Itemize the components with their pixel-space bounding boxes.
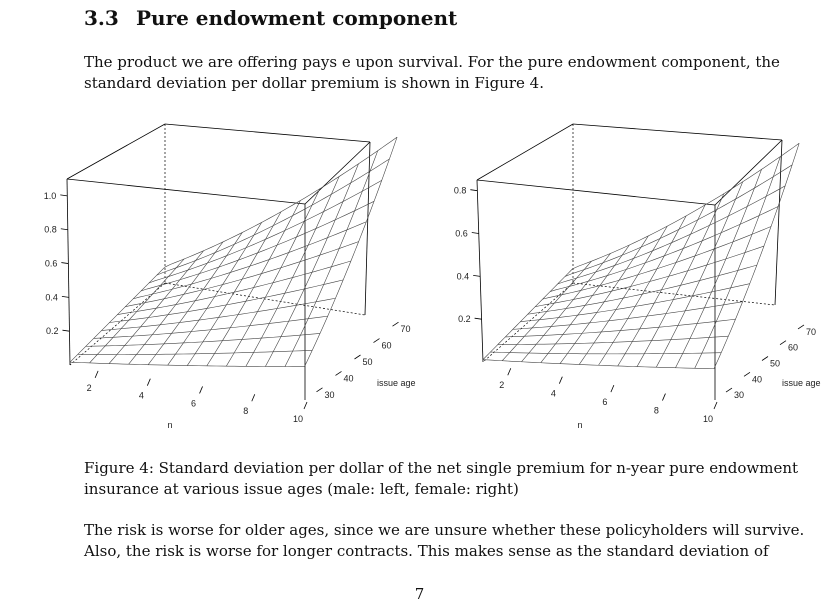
- z-axis-tick-label: 0.4: [456, 271, 470, 282]
- x-axis-tick: [508, 368, 511, 375]
- caption-line-2: insurance at various issue ages (male: left, female: right): [84, 480, 519, 498]
- z-axis-tick: [62, 296, 69, 297]
- box-edge: [165, 124, 370, 142]
- box-edge: [365, 142, 370, 315]
- surface-gridline: [505, 319, 735, 337]
- surface-gridline: [165, 137, 397, 267]
- figure-female-surface: [418, 100, 838, 440]
- y-axis-tick-label: 70: [400, 324, 411, 335]
- z-axis-tick: [475, 318, 482, 319]
- y-axis-tick-label: 60: [788, 342, 799, 353]
- x-axis-tick: [147, 379, 150, 386]
- x-axis-tick-label: 2: [499, 380, 505, 391]
- surface-gridline: [109, 251, 204, 364]
- x-axis-tick: [611, 385, 614, 392]
- x-axis-tick: [95, 371, 98, 378]
- axes: [44, 191, 416, 430]
- surface-gridline: [498, 336, 728, 344]
- box-edge: [305, 142, 370, 204]
- y-axis-tick-label: 70: [806, 326, 817, 337]
- surface-mesh: [483, 143, 799, 368]
- x-axis-tick-label: 6: [602, 397, 608, 408]
- box-edge: [67, 179, 70, 365]
- surface-gridline: [714, 143, 799, 368]
- plot-box: [477, 124, 782, 400]
- z-axis-tick-label: 0.2: [458, 314, 471, 325]
- y-axis-tick: [374, 339, 380, 343]
- box-edge: [67, 124, 165, 179]
- y-axis-tick: [336, 371, 342, 375]
- x-axis-tick: [304, 402, 307, 409]
- z-axis-tick: [470, 190, 477, 191]
- surface-gridline: [573, 143, 800, 269]
- x-axis-tick: [662, 394, 665, 401]
- z-axis-tick: [473, 275, 480, 276]
- y-axis-label: issue age: [377, 378, 416, 388]
- z-axis-tick: [472, 233, 479, 234]
- x-axis-label: n: [167, 420, 173, 430]
- y-axis-tick: [798, 325, 804, 329]
- section-heading: [84, 6, 457, 30]
- x-axis-tick-label: 4: [550, 388, 556, 399]
- box-edge: [67, 179, 305, 204]
- surface-gridline: [141, 201, 374, 291]
- x-axis-label: n: [577, 420, 583, 430]
- surface-gridline: [86, 333, 320, 346]
- surface-gridline: [125, 242, 358, 307]
- x-axis-tick-label: 4: [138, 390, 144, 401]
- page-number: 7: [414, 585, 425, 603]
- plot-box: [67, 124, 370, 400]
- section-title: Pure endowment component: [136, 6, 458, 30]
- body-line-2: Also, the risk is worse for longer contracts. This makes sense as the standard deviation of: [84, 542, 769, 560]
- figure-caption: [84, 458, 799, 500]
- surface-gridline: [565, 165, 792, 277]
- surface-gridline: [521, 253, 610, 361]
- surface-gridline: [133, 222, 366, 299]
- z-axis-tick-label: 0.8: [453, 185, 467, 196]
- z-axis-tick-label: 0.6: [44, 258, 58, 269]
- y-axis-tick: [780, 341, 786, 345]
- x-axis-tick-label: 10: [702, 414, 714, 424]
- surface-gridline: [513, 302, 743, 330]
- surface-gridline: [117, 261, 351, 315]
- caption-line-1: Figure 4: Standard deviation per dollar of the net single premium for n-year pure endowment: [84, 459, 799, 477]
- hidden-box-edge: [483, 283, 573, 362]
- z-axis-tick-label: 0.4: [45, 292, 58, 303]
- x-axis-tick-label: 10: [292, 414, 304, 424]
- surface-gridline: [502, 261, 591, 361]
- body-paragraph: [84, 520, 805, 562]
- y-axis-tick-label: 30: [324, 389, 335, 400]
- surface-gridline: [675, 169, 761, 367]
- y-axis-tick-label: 50: [362, 357, 373, 367]
- z-axis-tick-label: 0.8: [44, 224, 57, 235]
- y-axis-tick-label: 60: [381, 340, 392, 351]
- surface-gridline: [265, 164, 358, 367]
- z-axis-tick: [60, 195, 67, 196]
- z-axis-tick: [61, 263, 68, 264]
- surface-gridline: [102, 298, 336, 330]
- x-axis-tick: [559, 377, 562, 384]
- x-axis-tick: [252, 394, 255, 401]
- z-axis-tick: [62, 330, 69, 331]
- y-axis-tick-label: 50: [770, 358, 781, 369]
- surface-gridline: [535, 246, 764, 307]
- x-axis-tick-label: 8: [653, 405, 659, 416]
- x-axis-tick-label: 2: [86, 382, 92, 393]
- hidden-box-edge: [573, 283, 775, 305]
- x-axis-tick: [200, 386, 203, 393]
- figure-male-surface: [0, 100, 420, 440]
- box-edge: [573, 124, 782, 140]
- z-axis-tick-label: 0.6: [455, 228, 468, 239]
- surface-gridline: [695, 157, 781, 369]
- z-axis-tick: [61, 229, 68, 230]
- y-axis-tick: [744, 372, 750, 376]
- box-edge: [775, 140, 782, 305]
- box-edge: [477, 180, 483, 362]
- y-axis-tick-label: 30: [734, 390, 745, 401]
- y-axis-tick-label: 40: [343, 373, 354, 384]
- box-edge: [715, 140, 782, 205]
- hidden-box-edge: [70, 283, 165, 365]
- surface-gridline: [168, 222, 262, 365]
- surface-mesh: [70, 137, 397, 367]
- y-axis-tick: [355, 355, 361, 359]
- x-axis-tick: [714, 402, 717, 409]
- z-axis-tick-label: 1.0: [43, 190, 57, 201]
- surface-gridline: [70, 362, 305, 366]
- intro-line-2: standard deviation per dollar premium is shown in Figure 4.: [84, 74, 544, 92]
- surface-gridline: [285, 151, 378, 367]
- surface-gridline: [90, 259, 185, 363]
- body-line-1: The risk is worse for older ages, since we are unsure whether these policyholders will survive.: [84, 521, 805, 539]
- z-axis-tick-label: 0.2: [45, 326, 59, 337]
- x-axis-tick-label: 6: [191, 398, 197, 409]
- box-edge: [477, 180, 715, 205]
- y-axis-label: issue age: [782, 378, 821, 388]
- surface-gridline: [148, 232, 242, 364]
- y-axis-tick: [317, 388, 323, 392]
- intro-paragraph: [84, 52, 780, 94]
- box-edge: [477, 124, 573, 180]
- surface-gridline: [550, 206, 778, 291]
- axes: [454, 186, 821, 430]
- section-number: 3.3: [84, 6, 119, 30]
- surface-gridline: [483, 360, 714, 369]
- surface-gridline: [157, 159, 390, 275]
- surface-gridline: [304, 137, 397, 367]
- x-axis-tick-label: 8: [243, 406, 249, 417]
- y-axis-tick: [762, 357, 768, 361]
- surface-gridline: [543, 227, 771, 300]
- y-axis-tick: [726, 388, 732, 392]
- surface-gridline: [94, 316, 328, 338]
- surface-gridline: [483, 269, 573, 360]
- y-axis-tick: [393, 322, 399, 326]
- surface-gridline: [656, 182, 742, 367]
- y-axis-tick-label: 40: [752, 374, 763, 385]
- intro-line-1: The product we are offering pays e upon survival. For the pure endowment component, the: [84, 53, 780, 71]
- surface-gridline: [149, 180, 382, 283]
